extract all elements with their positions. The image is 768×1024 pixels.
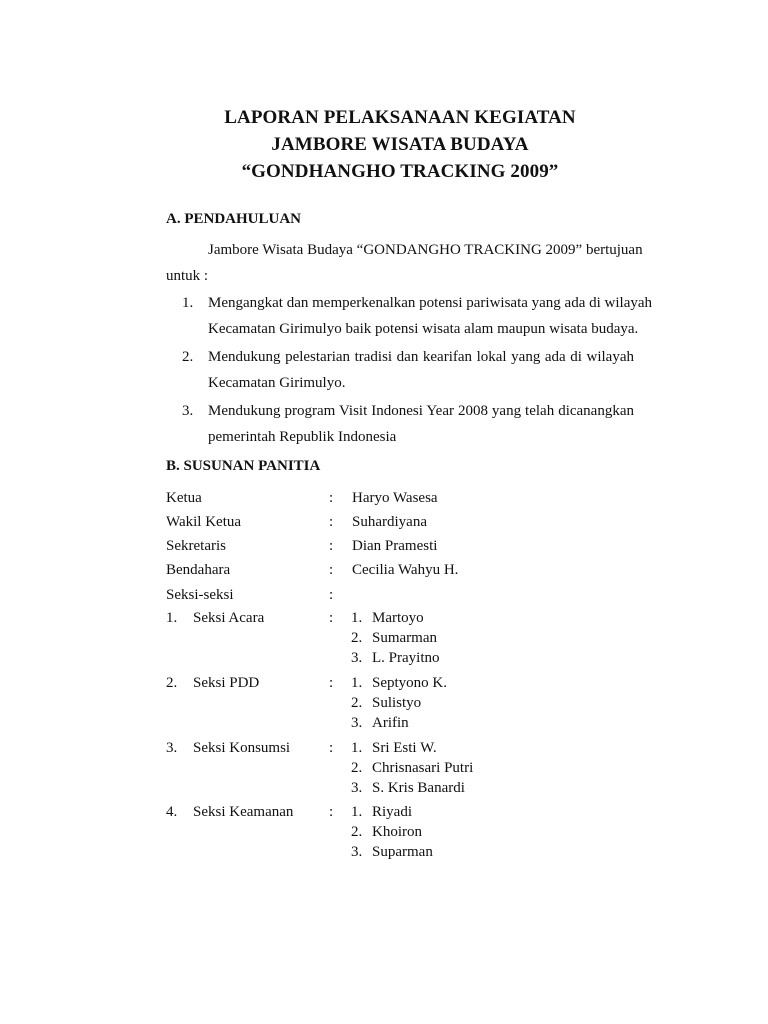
section-b-heading: B. SUSUNAN PANITIA <box>166 458 321 474</box>
colon: : <box>329 538 334 554</box>
officer-name: Dian Pramesti <box>352 538 438 554</box>
officer-role: Ketua <box>166 490 202 506</box>
member-number: 2. <box>351 824 363 840</box>
purpose-item-line: Kecamatan Girimulyo. <box>208 375 346 391</box>
member-number: 2. <box>351 630 363 646</box>
colon: : <box>329 562 334 578</box>
seksi-number: 4. <box>166 804 178 820</box>
seksi-name: Seksi Acara <box>193 610 265 626</box>
seksi-name: Seksi Keamanan <box>193 804 294 820</box>
colon: : <box>329 675 334 691</box>
member-number: 1. <box>351 804 363 820</box>
intro-line-2: untuk : <box>166 268 209 284</box>
officer-name: Cecilia Wahyu H. <box>352 562 459 578</box>
report-title-line-1: LAPORAN PELAKSANAAN KEGIATAN <box>224 107 576 128</box>
purpose-item-line: pemerintah Republik Indonesia <box>208 429 397 445</box>
member-name: Martoyo <box>372 610 424 626</box>
colon: : <box>329 514 334 530</box>
purpose-item-line: Mendukung pelestarian tradisi dan kearifan lokal yang ada di wilayah <box>208 349 634 365</box>
colon: : <box>329 804 334 820</box>
seksi-number: 3. <box>166 740 178 756</box>
seksi-name: Seksi PDD <box>193 675 260 691</box>
officer-role: Bendahara <box>166 562 231 578</box>
member-name: Chrisnasari Putri <box>372 760 474 776</box>
section-a-heading: A. PENDAHULUAN <box>166 211 301 227</box>
member-name: L. Prayitno <box>372 650 440 666</box>
seksi-number: 1. <box>166 610 178 626</box>
member-name: Arifin <box>372 715 409 731</box>
purpose-item-number: 1. <box>182 295 194 311</box>
member-name: Riyadi <box>372 804 412 820</box>
member-number: 2. <box>351 760 363 776</box>
officer-name: Suhardiyana <box>352 514 427 530</box>
member-number: 1. <box>351 610 363 626</box>
purpose-item-line: Kecamatan Girimulyo baik potensi wisata alam maupun wisata budaya. <box>208 321 639 337</box>
member-name: Sulistyo <box>372 695 422 711</box>
member-number: 3. <box>351 780 363 796</box>
report-title-line-3: “GONDHANGHO TRACKING 2009” <box>241 161 559 182</box>
intro-line-1: Jambore Wisata Budaya “GONDANGHO TRACKING 2009” bertujuan <box>208 242 643 258</box>
colon: : <box>329 610 334 626</box>
colon: : <box>329 587 334 603</box>
colon: : <box>329 490 334 506</box>
member-name: Sri Esti W. <box>372 740 437 756</box>
member-name: Septyono K. <box>372 675 447 691</box>
officer-name: Haryo Wasesa <box>352 490 438 506</box>
purpose-item-number: 2. <box>182 349 194 365</box>
purpose-item-line: Mendukung program Visit Indonesi Year 2008 yang telah dicanangkan <box>208 403 634 419</box>
member-number: 1. <box>351 675 363 691</box>
seksi-label: Seksi-seksi <box>166 587 234 603</box>
member-name: Khoiron <box>372 824 422 840</box>
member-number: 1. <box>351 740 363 756</box>
member-name: S. Kris Banardi <box>372 780 465 796</box>
purpose-item-line: Mengangkat dan memperkenalkan potensi pariwisata yang ada di wilayah <box>208 295 653 311</box>
report-title-line-2: JAMBORE WISATA BUDAYA <box>271 134 529 155</box>
seksi-number: 2. <box>166 675 178 691</box>
member-number: 2. <box>351 695 363 711</box>
member-name: Suparman <box>372 844 433 860</box>
colon: : <box>329 740 334 756</box>
officer-role: Wakil Ketua <box>166 514 242 530</box>
member-number: 3. <box>351 844 363 860</box>
officer-role: Sekretaris <box>166 538 226 554</box>
seksi-name: Seksi Konsumsi <box>193 740 291 756</box>
member-number: 3. <box>351 715 363 731</box>
member-number: 3. <box>351 650 363 666</box>
member-name: Sumarman <box>372 630 437 646</box>
purpose-item-number: 3. <box>182 403 194 419</box>
